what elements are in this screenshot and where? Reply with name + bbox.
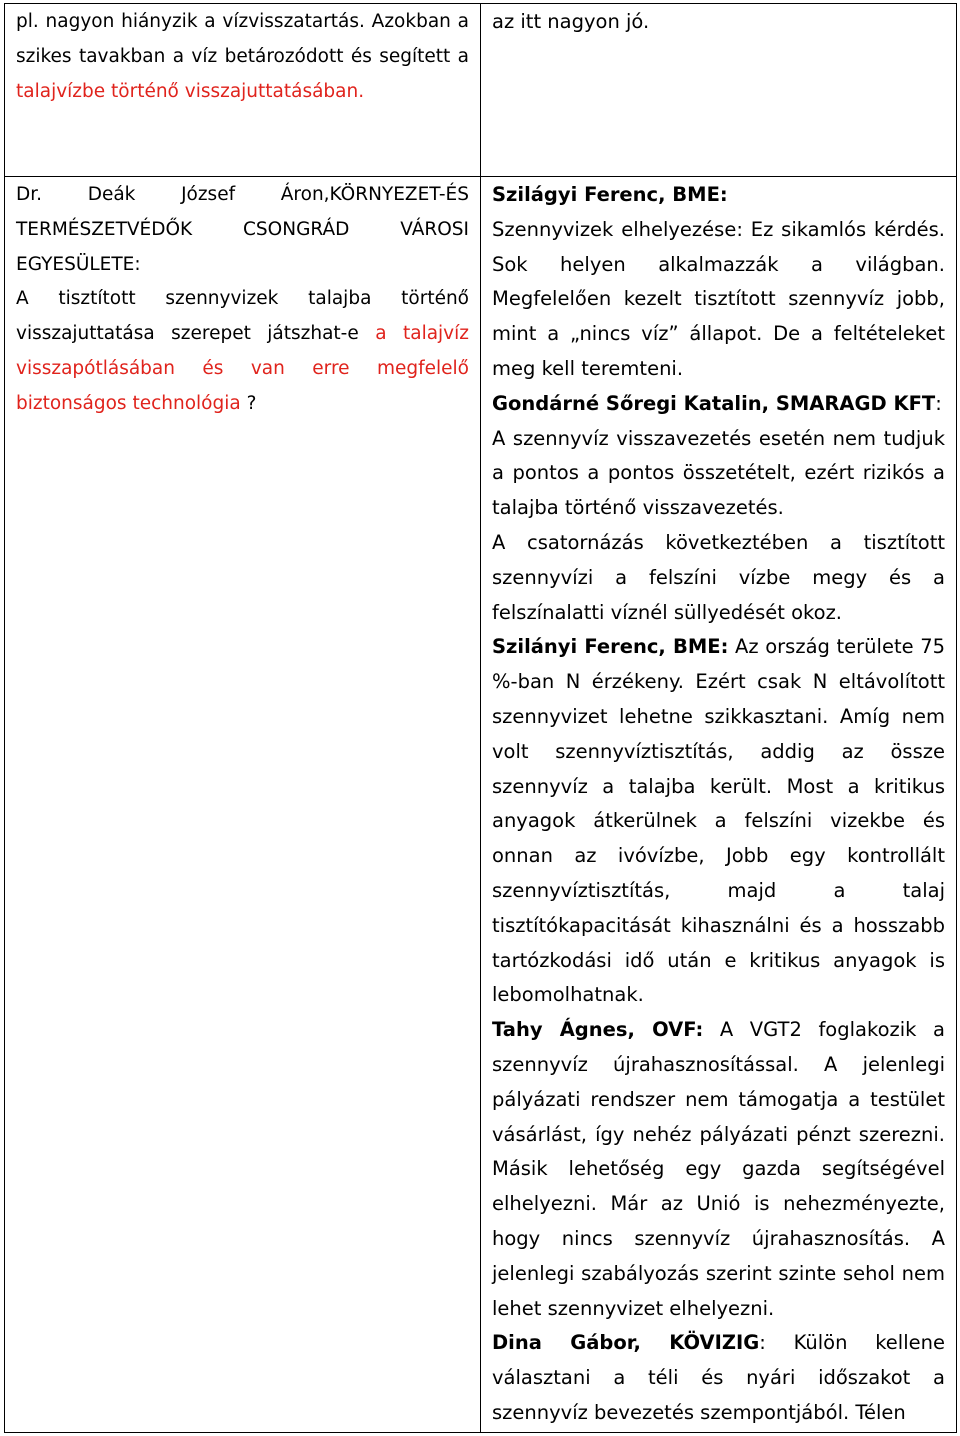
paragraph: az itt nagyon jó.: [492, 10, 650, 33]
text-run: Az ország területe 75 %-ban N érzékeny. Ezért csak N eltávolított szennyvizet lehetne szikkasztani. Amíg nem volt szennyvíztisztítás, addig az össze szennyvíz a talajba került. Most a kritikus anyagok átkerülnek a felszíni vizekbe és onnan az ivóvízbe, Jobb egy kontrollált szennyvíztisztítás, majd a talaj tisztítókapacitását kihasználni és a hosszabb tartózkodási idő után e kritikus anyagok is lebomolhatnak.: [492, 635, 946, 1007]
answer-paragraph: A szennyvíz visszavezetés esetén nem tudjuk a pontos a pontos összetételt, ezért rizikós a talajba történő visszavezetés.: [492, 426, 945, 520]
highlighted-text: a talajvíz visszapótlásában és van erre megfelelő biztonságos technológia: [16, 323, 469, 414]
answer-paragraph: Szennyvizek elhelyezése: Ez sikamlós kérdés. Sok helyen alkalmazzák a világban. Megfelelően kezelt tisztított szennyvíz jobb, mint a „nincs víz” állapot. De a feltételeket meg kell teremteni.: [492, 217, 945, 380]
table-row: [5, 177, 957, 1433]
text-run: ?: [240, 392, 257, 414]
table-row: [5, 4, 957, 177]
table-cell-right: [481, 4, 957, 177]
answer-paragraph: [492, 1326, 945, 1430]
speaker-name: Szilányi Ferenc, BME:: [492, 635, 729, 659]
table-cell-left: [5, 177, 481, 1433]
speaker-name: Tahy Ágnes, OVF:: [492, 1018, 704, 1042]
answer-paragraph: A csatornázás következtében a tisztított szennyvízi a felszíni vízbe megy és a felszínalatti víznél süllyedését okoz.: [492, 530, 945, 624]
speaker-heading: Dr. Deák József Áron,KÖRNYEZET-ÉS TERMÉSZETVÉDŐK CSONGRÁD VÁROSI EGYESÜLETE:: [16, 184, 469, 275]
speaker-name: Dina Gábor, KÖVIZIG: [492, 1331, 760, 1355]
text-run: pl. nagyon hiányzik a vízvisszatartás. Azokban a szikes tavakban a víz betározódott és segített a: [16, 11, 469, 67]
speaker-name: Gondárné Sőregi Katalin, SMARAGD KFT: [492, 391, 936, 415]
speaker-name: Szilágyi Ferenc, BME:: [492, 183, 728, 206]
minutes-table: [4, 3, 957, 1433]
table-cell-left: [5, 4, 481, 177]
speaker-line: [492, 387, 945, 422]
text-run: : Külön kellene választani a téli és nyári időszakot a szennyvíz bevezetés szempontjából. Télen: [492, 1331, 945, 1424]
text-run: A VGT2 foglakozik a szennyvíz újrahasznosítással. A jelenlegi pályázati rendszer nem támogatja a testület vásárlást, így nehéz pályázati pénzt szerezni. Másik lehetőség egy gazda segítségével elhelyezni. Már az Unió is nehezményezte, hogy nincs szennyvíz újrahasznosítás. A jelenlegi szabályozás szerint szinte sehol nem lehet szennyvizet elhelyezni.: [492, 1018, 945, 1320]
highlighted-text: talajvízbe történő visszajuttatásában.: [16, 80, 365, 102]
answer-paragraph: [492, 1013, 945, 1326]
table-cell-right: [481, 177, 957, 1433]
paragraph: [16, 5, 469, 109]
text-run: :: [935, 391, 942, 415]
text-run: A tisztított szennyvizek talajba történő visszajuttatása szerepet játszhat-e: [16, 288, 469, 345]
question-paragraph: [16, 282, 469, 421]
answer-paragraph: [492, 630, 945, 1013]
